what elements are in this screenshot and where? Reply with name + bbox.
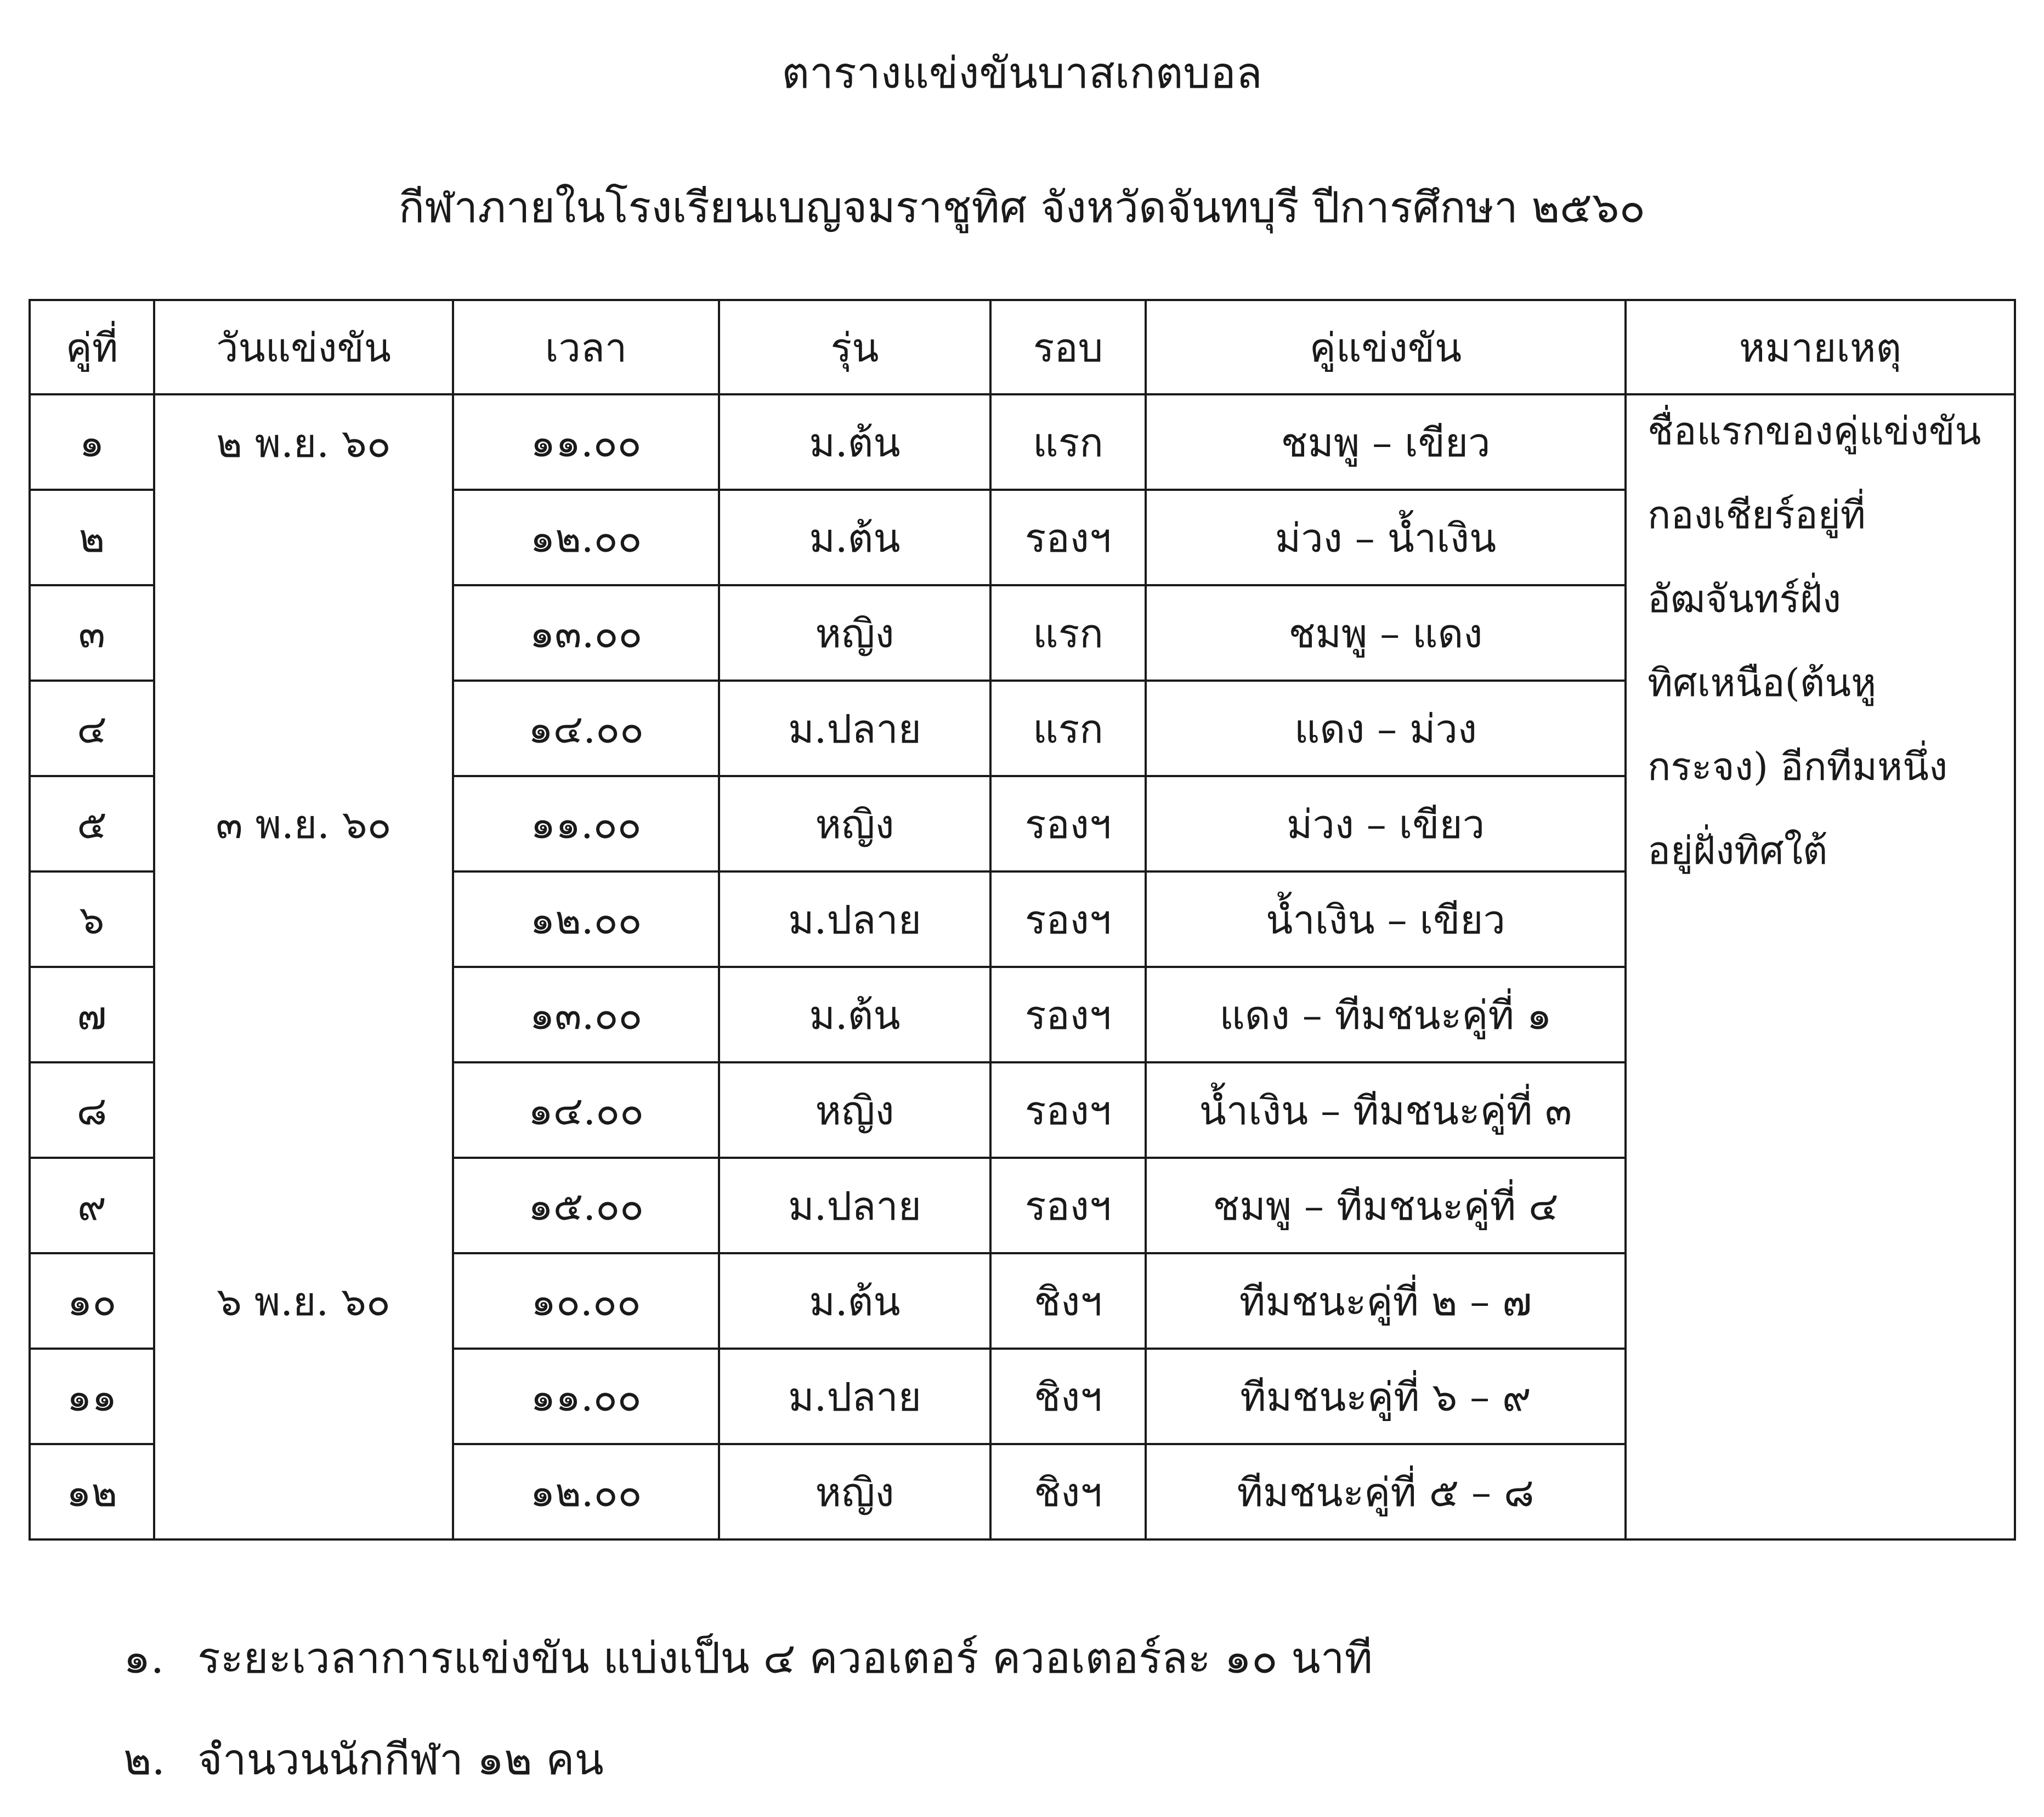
division-cell: ม.ปลาย xyxy=(719,1158,990,1253)
match-date-cell: ๒ พ.ย. ๖๐ xyxy=(154,394,453,490)
division-cell: ม.ปลาย xyxy=(719,681,990,776)
note-text: จำนวนนักกีฬา ๑๒ คน xyxy=(197,1735,604,1785)
division-cell: ม.ปลาย xyxy=(719,871,990,967)
division-cell: ม.ต้น xyxy=(719,967,990,1062)
competitors-cell: น้ำเงิน – ทีมชนะคู่ที่ ๓ xyxy=(1146,1062,1626,1158)
time-cell: ๑๐.๐๐ xyxy=(453,1253,719,1349)
document-title: ตารางแข่งขันบาสเกตบอล xyxy=(782,49,1262,98)
header-time: เวลา xyxy=(453,300,719,394)
competitors-cell: แดง – ม่วง xyxy=(1146,681,1626,776)
remark-line: กระจง) อีกทีมหนึ่ง xyxy=(1647,744,1948,789)
competitors-cell: แดง – ทีมชนะคู่ที่ ๑ xyxy=(1146,967,1626,1062)
schedule-table xyxy=(29,299,2016,1541)
header-remarks: หมายเหตุ xyxy=(1626,300,2015,394)
pair-number-cell: ๕ xyxy=(30,776,154,871)
match-date-cell: ๖ พ.ย. ๖๐ xyxy=(154,1253,453,1349)
header-division: รุ่น xyxy=(719,300,990,394)
round-cell: รองฯ xyxy=(990,871,1146,967)
round-cell: รองฯ xyxy=(990,776,1146,871)
competitors-cell: ทีมชนะคู่ที่ ๖ – ๙ xyxy=(1146,1349,1626,1444)
round-cell: ชิงฯ xyxy=(990,1349,1146,1444)
pair-number-cell: ๔ xyxy=(30,681,154,776)
note-text: ระยะเวลาการแข่งขัน แบ่งเป็น ๔ ควอเตอร์ ควอเตอร์ละ ๑๐ นาที xyxy=(197,1634,1373,1683)
competitors-cell: ม่วง – เขียว xyxy=(1146,776,1626,871)
match-date-cell xyxy=(154,585,453,681)
time-cell: ๑๑.๐๐ xyxy=(453,776,719,871)
round-cell: รองฯ xyxy=(990,1158,1146,1253)
match-date-cell xyxy=(154,1349,453,1444)
match-date-cell xyxy=(154,490,453,585)
header-round: รอบ xyxy=(990,300,1146,394)
pair-number-cell: ๘ xyxy=(30,1062,154,1158)
time-cell: ๑๒.๐๐ xyxy=(453,871,719,967)
remark-line: กองเชียร์อยู่ที่ xyxy=(1647,493,1866,537)
note-number: ๒. xyxy=(123,1735,166,1785)
pair-number-cell: ๖ xyxy=(30,871,154,967)
time-cell: ๑๒.๐๐ xyxy=(453,490,719,585)
remark-line: ชื่อแรกของคู่แข่งขัน xyxy=(1647,409,1981,454)
note-item xyxy=(123,1634,1373,1683)
remark-line: ทิศเหนือ(ต้นหู xyxy=(1647,660,1877,705)
header-row xyxy=(30,300,2015,394)
division-cell: หญิง xyxy=(719,1444,990,1539)
document-subtitle: กีฬาภายในโรงเรียนเบญจมราชูทิศ จังหวัดจันทบุรี ปีการศึกษา ๒๕๖๐ xyxy=(398,183,1646,233)
division-cell: ม.ต้น xyxy=(719,490,990,585)
division-cell: ม.ต้น xyxy=(719,1253,990,1349)
round-cell: แรก xyxy=(990,585,1146,681)
time-cell: ๑๔.๐๐ xyxy=(453,681,719,776)
remark-line: อัฒจันทร์ฝั่ง xyxy=(1647,576,1842,621)
remarks-cell xyxy=(1626,394,2015,1539)
round-cell: ชิงฯ xyxy=(990,1253,1146,1349)
division-cell: หญิง xyxy=(719,585,990,681)
time-cell: ๑๑.๐๐ xyxy=(453,394,719,490)
match-date-cell: ๓ พ.ย. ๖๐ xyxy=(154,776,453,871)
pair-number-cell: ๒ xyxy=(30,490,154,585)
pair-number-cell: ๑๒ xyxy=(30,1444,154,1539)
competitors-cell: ชมพู – เขียว xyxy=(1146,394,1626,490)
division-cell: หญิง xyxy=(719,1062,990,1158)
match-date-cell xyxy=(154,1062,453,1158)
match-date-cell xyxy=(154,1158,453,1253)
competitors-cell: ทีมชนะคู่ที่ ๕ – ๘ xyxy=(1146,1444,1626,1539)
match-date-cell xyxy=(154,1444,453,1539)
pair-number-cell: ๑๐ xyxy=(30,1253,154,1349)
competitors-cell: ม่วง – น้ำเงิน xyxy=(1146,490,1626,585)
match-date-cell xyxy=(154,871,453,967)
time-cell: ๑๑.๐๐ xyxy=(453,1349,719,1444)
round-cell: รองฯ xyxy=(990,967,1146,1062)
competitors-cell: ชมพู – แดง xyxy=(1146,585,1626,681)
competitors-cell: ทีมชนะคู่ที่ ๒ – ๗ xyxy=(1146,1253,1626,1349)
schedule-body xyxy=(30,394,2015,1539)
time-cell: ๑๒.๐๐ xyxy=(453,1444,719,1539)
match-date-cell xyxy=(154,681,453,776)
table-row xyxy=(30,394,2015,490)
pair-number-cell: ๗ xyxy=(30,967,154,1062)
round-cell: ชิงฯ xyxy=(990,1444,1146,1539)
note-number: ๑. xyxy=(123,1634,165,1683)
competitors-cell: ชมพู – ทีมชนะคู่ที่ ๔ xyxy=(1146,1158,1626,1253)
pair-number-cell: ๓ xyxy=(30,585,154,681)
match-date-cell xyxy=(154,967,453,1062)
note-item xyxy=(123,1735,604,1785)
time-cell: ๑๔.๐๐ xyxy=(453,1062,719,1158)
time-cell: ๑๕.๐๐ xyxy=(453,1158,719,1253)
header-match-date: วันแข่งขัน xyxy=(154,300,453,394)
round-cell: รองฯ xyxy=(990,490,1146,585)
competitors-cell: น้ำเงิน – เขียว xyxy=(1146,871,1626,967)
remark-line: อยู่ฝั่งทิศใต้ xyxy=(1647,828,1828,873)
pair-number-cell: ๙ xyxy=(30,1158,154,1253)
division-cell: หญิง xyxy=(719,776,990,871)
header-competitors: คู่แข่งขัน xyxy=(1146,300,1626,394)
division-cell: ม.ปลาย xyxy=(719,1349,990,1444)
time-cell: ๑๓.๐๐ xyxy=(453,967,719,1062)
round-cell: แรก xyxy=(990,394,1146,490)
division-cell: ม.ต้น xyxy=(719,394,990,490)
round-cell: แรก xyxy=(990,681,1146,776)
pair-number-cell: ๑ xyxy=(30,394,154,490)
round-cell: รองฯ xyxy=(990,1062,1146,1158)
pair-number-cell: ๑๑ xyxy=(30,1349,154,1444)
header-pair-number: คู่ที่ xyxy=(30,300,154,394)
time-cell: ๑๓.๐๐ xyxy=(453,585,719,681)
